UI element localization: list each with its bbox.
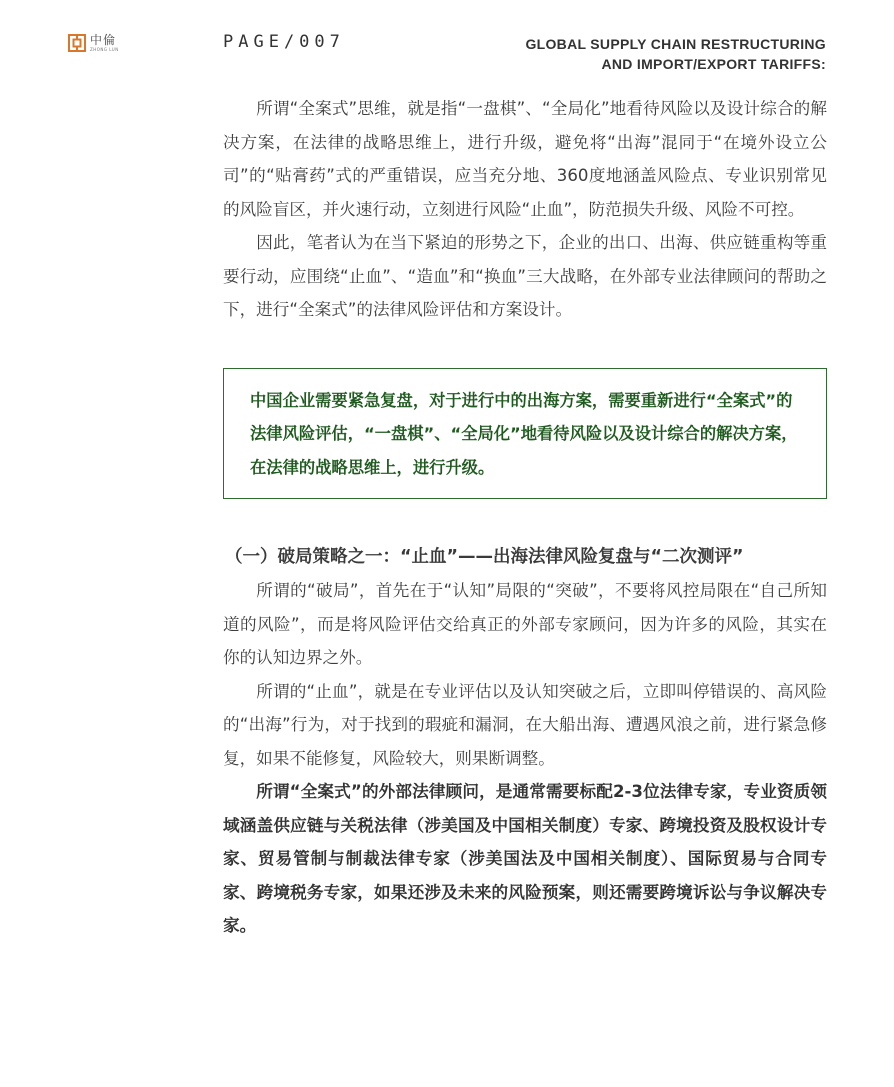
- logo-name-en: ZHONG LUN: [90, 47, 119, 52]
- logo-name-cn: 中倫: [90, 33, 117, 47]
- article-body: [223, 92, 827, 943]
- header-title-line-2: AND IMPORT/EXPORT TARIFFS:: [601, 56, 826, 72]
- zhonglun-logo-icon: [68, 34, 86, 52]
- header-title-line-1: GLOBAL SUPPLY CHAIN RESTRUCTURING: [525, 36, 826, 52]
- paragraph-5: 所谓“全案式”的外部法律顾问，是通常需要标配2-3位法律专家，专业资质领域涵盖供应链与关税法律（涉美国及中国相关制度）专家、跨境投资及股权设计专家、贸易管制与制裁法律专家（涉美国法及中国相关制度）、国际贸易与合同专家、跨境税务专家，如果还涉及未来的风险预案，则还需要跨境诉讼与争议解决专家。: [223, 782, 827, 935]
- header-title: [525, 34, 826, 74]
- logo: [68, 34, 119, 52]
- paragraph-2: 因此，笔者认为在当下紧迫的形势之下，企业的出口、出海、供应链重构等重要行动，应围绕“止血”、“造血”和“换血”三大战略，在外部专业法律顾问的帮助之下，进行“全案式”的法律风险评估和方案设计。: [223, 233, 827, 319]
- paragraph-3: 所谓的“破局”，首先在于“认知”局限的“突破”，不要将风控局限在“自己所知道的风险”，而是将风险评估交给真正的外部专家顾问，因为许多的风险，其实在你的认知边界之外。: [223, 581, 827, 667]
- paragraph-4: 所谓的“止血”，就是在专业评估以及认知突破之后，立即叫停错误的、高风险的“出海”行为，对于找到的瑕疵和漏洞，在大船出海、遭遇风浪之前，进行紧急修复，如果不能修复，风险较大，则果断调整。: [223, 681, 827, 768]
- section-heading: （一）破局策略之一：“止血”——出海法律风险复盘与“二次测评”: [225, 547, 744, 567]
- highlight-callout: 中国企业需要紧急复盘，对于进行中的出海方案，需要重新进行“全案式”的法律风险评估，“一盘棋”、“全局化”地看待风险以及设计综合的解决方案，在法律的战略思维上，进行升级。: [223, 368, 827, 500]
- paragraph-1: 所谓“全案式”思维，就是指“一盘棋”、“全局化”地看待风险以及设计综合的解决方案，在法律的战略思维上，进行升级，避免将“出海”混同于“在境外设立公司”的“贴膏药”式的严重错误，应当充分地、360度地涵盖风险点、专业识别常见的风险盲区，并火速行动，立刻进行风险“止血”，防范损失升级、风险不可控。: [223, 99, 827, 219]
- page-number: PAGE/007: [223, 32, 345, 52]
